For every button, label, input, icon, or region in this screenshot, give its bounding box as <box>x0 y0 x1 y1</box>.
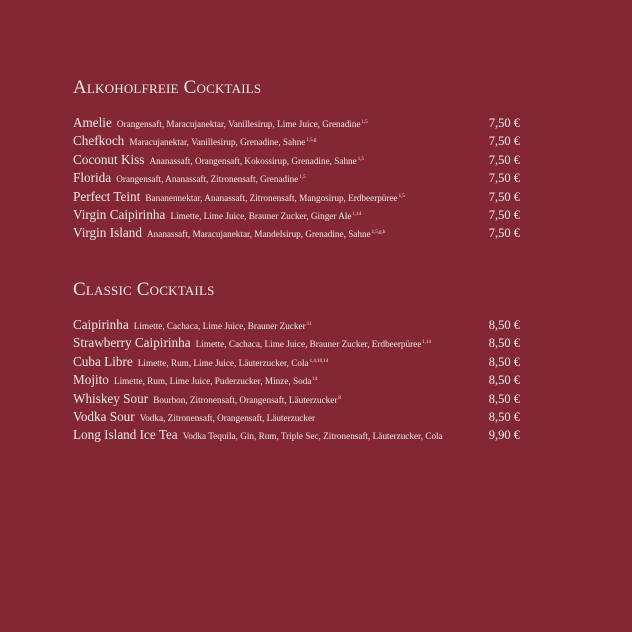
item-text <box>73 352 480 372</box>
item-text <box>73 113 480 133</box>
item-description: Vodka Tequila, Gin, Rum, Triple Sec, Zitronensaft, Läuterzucker, Cola <box>182 431 443 442</box>
item-name: Cuba Libre <box>73 353 133 369</box>
item-description: Ananassaft, Maracujanektar, Mandelsirup, Grenadine, Sahne <box>147 229 371 240</box>
allergen-note: 1,14 <box>422 340 432 346</box>
section-classic-cocktails <box>73 279 520 444</box>
item-text <box>73 150 480 170</box>
item-name: Whiskey Sour <box>73 390 149 406</box>
item-description: Vodka, Zitronensaft, Orangensaft, Läuterzucker <box>139 412 316 423</box>
allergen-note: 14 <box>312 377 318 383</box>
menu-item <box>73 113 520 131</box>
item-text <box>73 187 480 207</box>
item-description: Bourbon, Zitronensaft, Orangensaft, Läuterzucker <box>153 394 338 405</box>
item-description: Limette, Cachaca, Lime Juice, Brauner Zucker <box>133 321 306 331</box>
item-price: 8,50 € <box>488 373 520 388</box>
item-name: Florida <box>73 170 112 186</box>
item-text <box>73 223 480 243</box>
item-name: Virgin Caipirinha <box>73 206 166 222</box>
item-list <box>73 113 520 242</box>
item-description: Limette, Rum, Lime Juice, Läuterzucker, Cola <box>137 357 309 368</box>
item-text <box>73 205 480 225</box>
menu-item <box>73 352 520 370</box>
menu-item <box>73 168 520 186</box>
item-text <box>73 333 480 353</box>
allergen-note: 1,5 <box>361 120 368 125</box>
item-name: Caipirinha <box>73 317 129 332</box>
item-price: 7,50 € <box>488 207 520 222</box>
allergen-note: 11 <box>306 322 312 327</box>
item-text <box>73 407 480 427</box>
item-description: Limette, Lime Juice, Brauner Zucker, Ginger Ale <box>170 210 352 221</box>
section-alkoholfreie-cocktails <box>73 77 520 242</box>
item-list <box>73 315 520 444</box>
item-name: Perfect Teint <box>73 188 141 204</box>
allergen-note: 1,5 <box>357 156 364 162</box>
section-title: Alkoholfreie Cocktails <box>73 77 262 98</box>
item-price: 7,50 € <box>488 226 520 241</box>
item-price: 7,50 € <box>488 134 520 149</box>
item-price: 9,90 € <box>488 428 520 443</box>
menu-item <box>73 131 520 149</box>
item-text <box>73 131 480 151</box>
item-price: 8,50 € <box>488 354 520 369</box>
item-price: 8,50 € <box>488 336 520 351</box>
allergen-note: 1,5 <box>299 175 306 181</box>
item-description: Limette, Cachaca, Lime Juice, Brauner Zucker, Erdbeerpüree <box>195 339 422 350</box>
item-price: 7,50 € <box>488 152 520 167</box>
item-text <box>73 425 480 445</box>
item-name: Mojito <box>73 372 109 388</box>
item-price: 7,50 € <box>488 171 520 186</box>
item-price: 7,50 € <box>488 116 520 130</box>
allergen-note: 1,4,10,14 <box>309 358 329 364</box>
allergen-note: 1,14 <box>352 211 362 217</box>
item-price: 8,50 € <box>488 318 520 332</box>
menu-item <box>73 205 520 223</box>
item-name: Strawberry Caipirinha <box>73 335 191 351</box>
item-text <box>73 370 480 390</box>
item-price: 8,50 € <box>488 391 520 406</box>
allergen-note: 1,5 <box>398 193 405 199</box>
menu-item <box>73 187 520 205</box>
item-description: Ananassaft, Orangensaft, Kokossirup, Grenadine, Sahne <box>149 155 357 166</box>
allergen-note: 1,5,g <box>306 138 317 144</box>
item-name: Chefkoch <box>73 133 125 149</box>
item-name: Long Island Ice Tea <box>73 427 178 443</box>
item-description: Orangensaft, Maracujanektar, Vanillesirup, Lime Juice, Grenadine <box>116 119 361 129</box>
menu-item <box>73 425 520 443</box>
menu-item <box>73 315 520 333</box>
section-title: Classic Cocktails <box>73 279 215 300</box>
menu-item <box>73 370 520 388</box>
item-price: 7,50 € <box>488 189 520 204</box>
menu-item <box>73 389 520 407</box>
item-text <box>73 168 480 188</box>
menu-item <box>73 407 520 425</box>
item-description: Maracujanektar, Vanillesirup, Grenadine, Sahne <box>129 137 306 148</box>
menu-item <box>73 150 520 168</box>
item-text <box>73 389 480 409</box>
item-name: Vodka Sour <box>73 408 135 424</box>
item-price: 8,50 € <box>488 409 520 424</box>
menu-item <box>73 333 520 351</box>
menu-item <box>73 223 520 241</box>
item-name: Coconut Kiss <box>73 151 145 167</box>
item-name: Virgin Island <box>73 225 142 241</box>
item-description: Bananennektar, Ananassaft, Zitronensaft, Mangosirup, Erdbeerpüree <box>145 192 398 203</box>
item-description: Limette, Rum, Lime Juice, Puderzucker, Minze, Soda <box>114 376 312 387</box>
allergen-note: 1,5,g,h <box>371 230 386 236</box>
item-description: Orangensaft, Ananassaft, Zitronensaft, Grenadine <box>116 174 299 185</box>
item-text <box>73 315 480 335</box>
item-name: Amelie <box>73 115 112 130</box>
allergen-note: 8 <box>338 395 341 401</box>
